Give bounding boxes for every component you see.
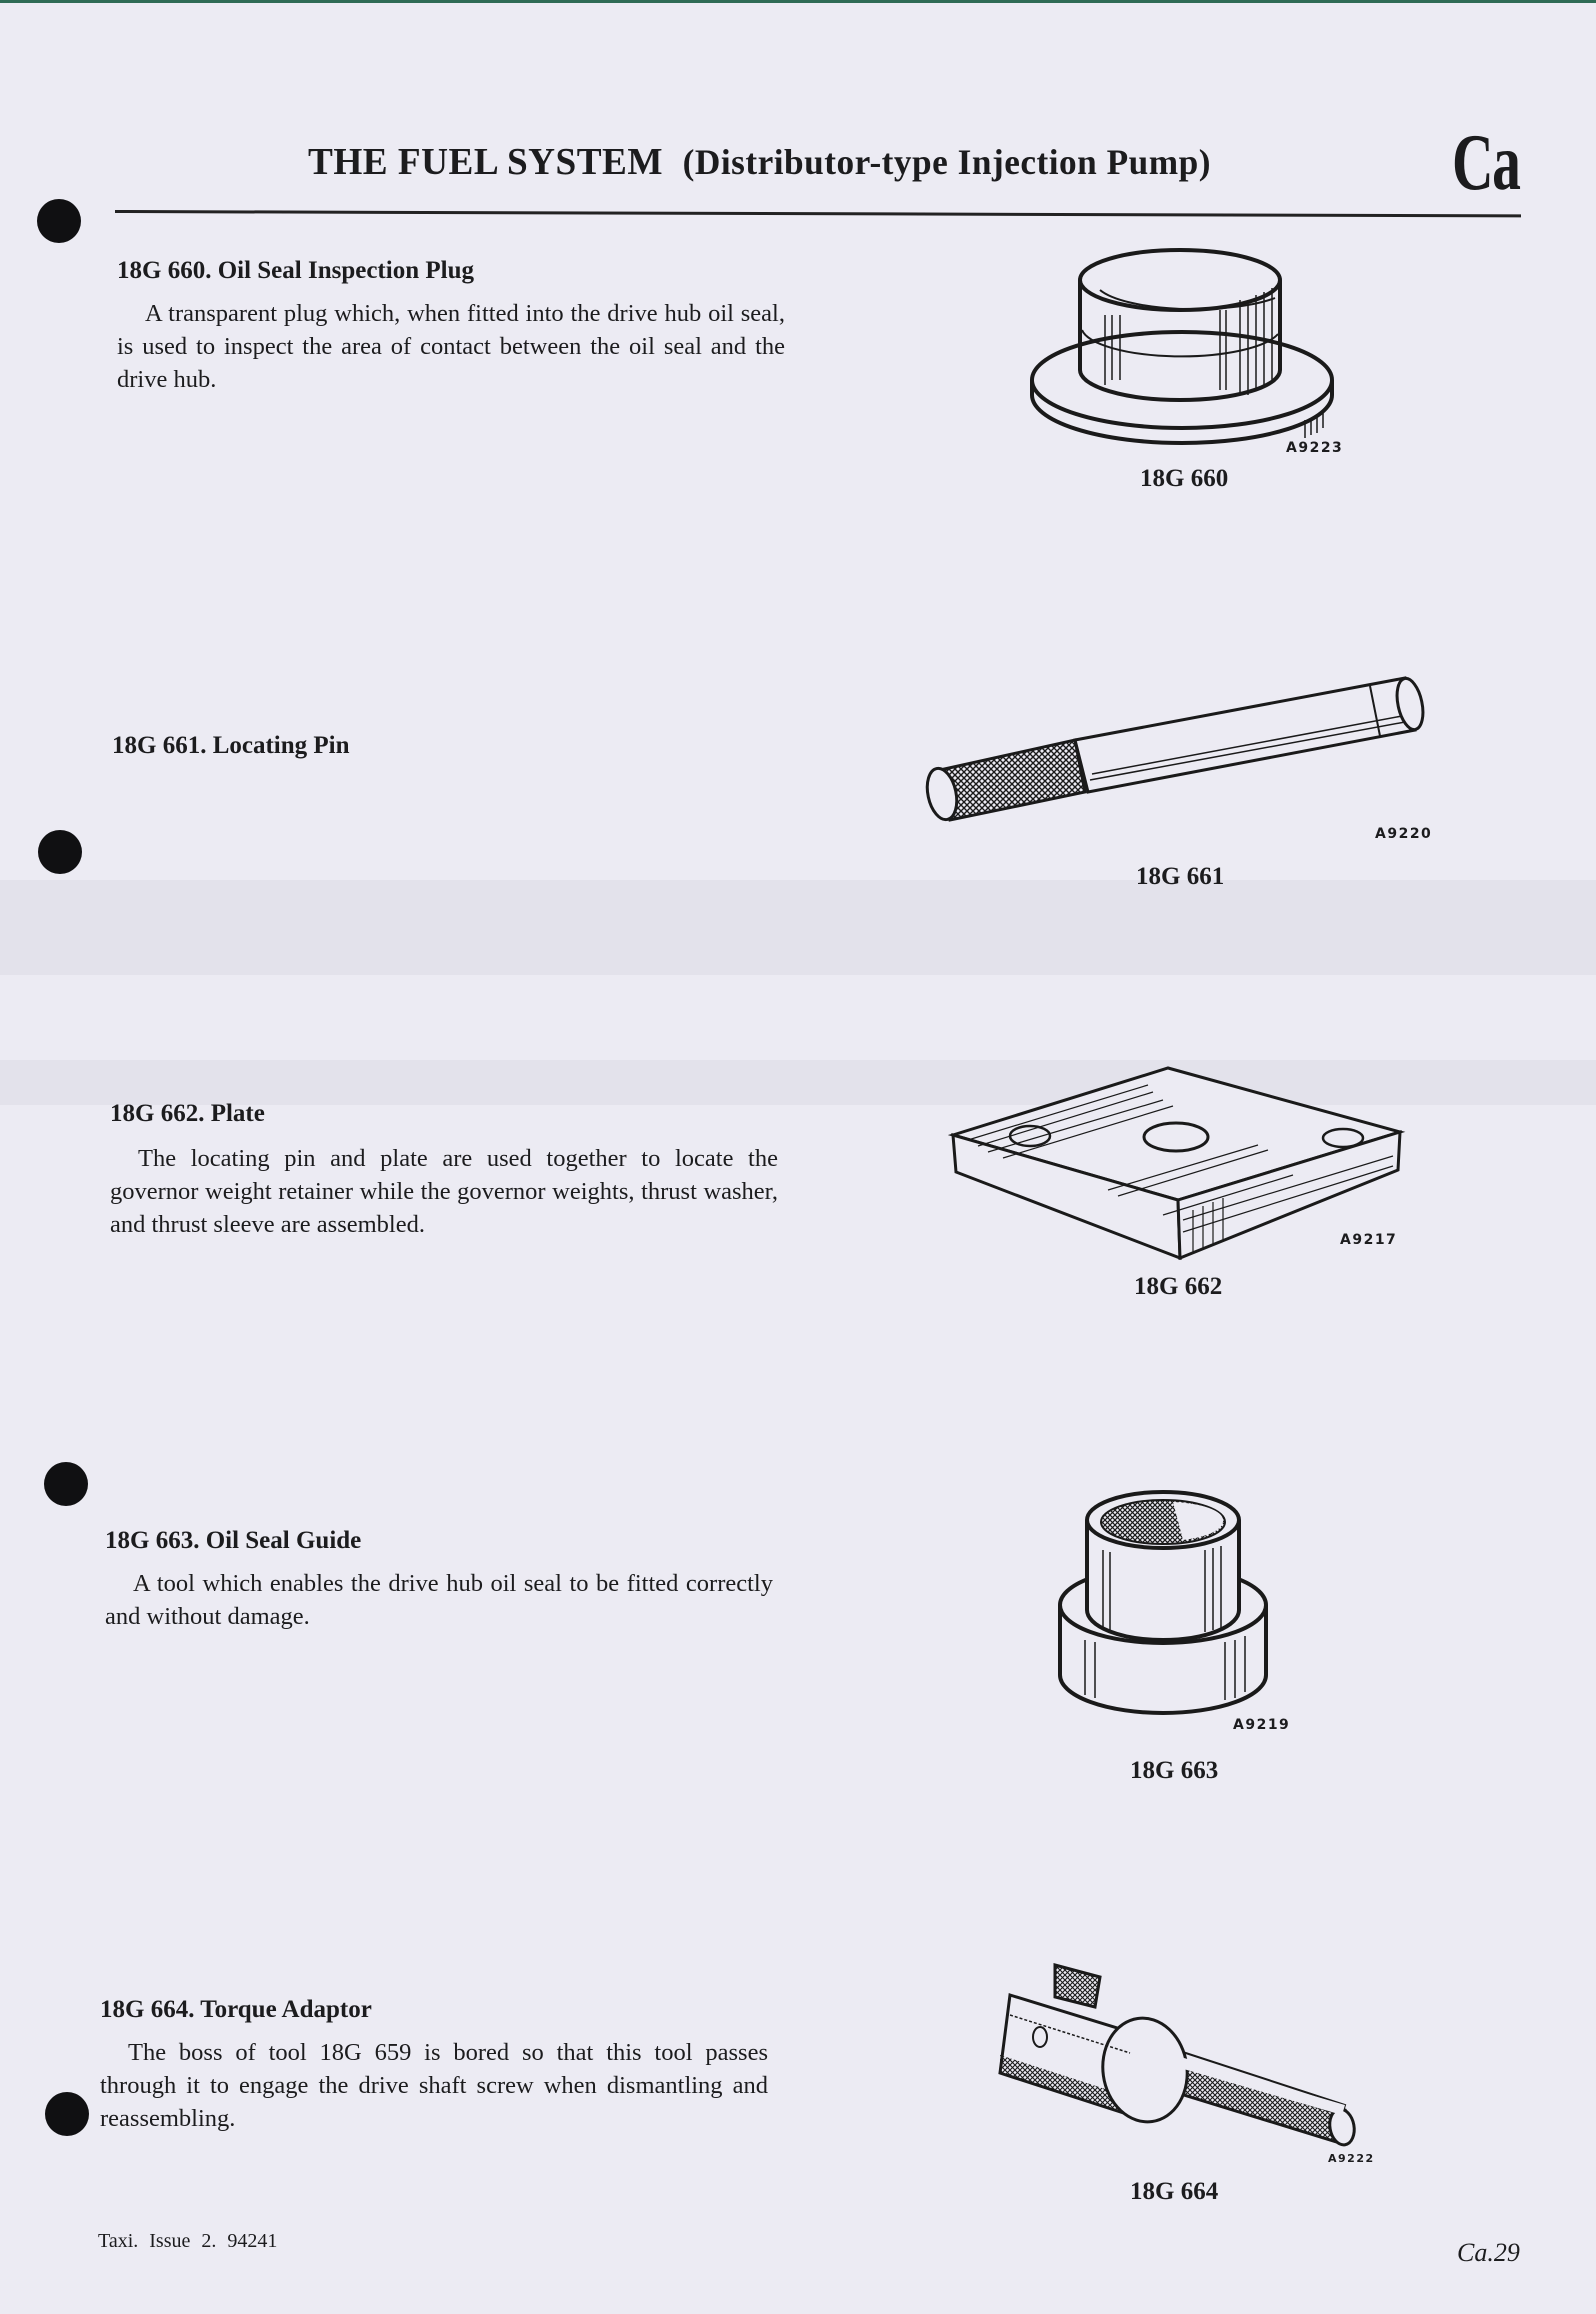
item-description: A transparent plug which, when fitted into the drive hub oil seal, is used to inspect the area of contact between the oil seal and the drive hub. <box>117 300 785 393</box>
figure-reference: A9223 <box>1286 440 1344 456</box>
oil-seal-inspection-plug-illustration <box>1020 230 1360 460</box>
oil-seal-guide-illustration <box>1055 1480 1275 1720</box>
scan-smudge <box>0 880 1596 975</box>
page-number: Ca.29 <box>1457 2238 1520 2267</box>
punch-hole <box>38 830 82 874</box>
figure-label: 18G 661 <box>1136 863 1225 890</box>
section-code: Ca <box>1452 119 1520 207</box>
page-title-main: THE FUEL SYSTEM <box>308 141 664 183</box>
figure-reference: A9222 <box>1328 2152 1375 2165</box>
page-title-subtitle: (Distributor-type Injection Pump) <box>682 142 1211 182</box>
figure-reference: A9219 <box>1233 1717 1291 1733</box>
figure-label: 18G 662 <box>1134 1273 1223 1300</box>
locating-pin-illustration <box>910 670 1450 830</box>
figure-label: 18G 660 <box>1140 465 1229 492</box>
item-description: A tool which enables the drive hub oil seal to be fitted correctly and without damage. <box>105 1570 773 1630</box>
figure-reference: A9220 <box>1375 826 1433 842</box>
punch-hole <box>45 2092 89 2136</box>
item-title: 18G 664. Torque Adaptor <box>100 1996 372 2023</box>
figure-label: 18G 664 <box>1130 2178 1219 2205</box>
footer-issue-info: Taxi. Issue 2. 94241 <box>98 2230 278 2252</box>
figure-label: 18G 663 <box>1130 1757 1219 1784</box>
punch-hole <box>44 1462 88 1506</box>
item-title: 18G 662. Plate <box>110 1100 265 1127</box>
scan-edge-line <box>0 0 1596 3</box>
item-description: The boss of tool 18G 659 is bored so that this tool passes through it to engage the drive shaft screw when dismantling and reassembling. <box>100 2039 768 2132</box>
item-title: 18G 660. Oil Seal Inspection Plug <box>117 257 474 284</box>
header-rule <box>115 210 1521 217</box>
page-title <box>308 140 1211 184</box>
figure-reference: A9217 <box>1340 1232 1398 1248</box>
punch-hole <box>37 199 81 243</box>
plate-illustration <box>948 1060 1408 1260</box>
item-description: The locating pin and plate are used together to locate the governor weight retainer while the governor weights, thrust washer, and thrust sleeve are assembled. <box>110 1145 778 1238</box>
torque-adaptor-illustration <box>980 1955 1370 2155</box>
item-title: 18G 661. Locating Pin <box>112 732 350 759</box>
item-title: 18G 663. Oil Seal Guide <box>105 1527 362 1554</box>
